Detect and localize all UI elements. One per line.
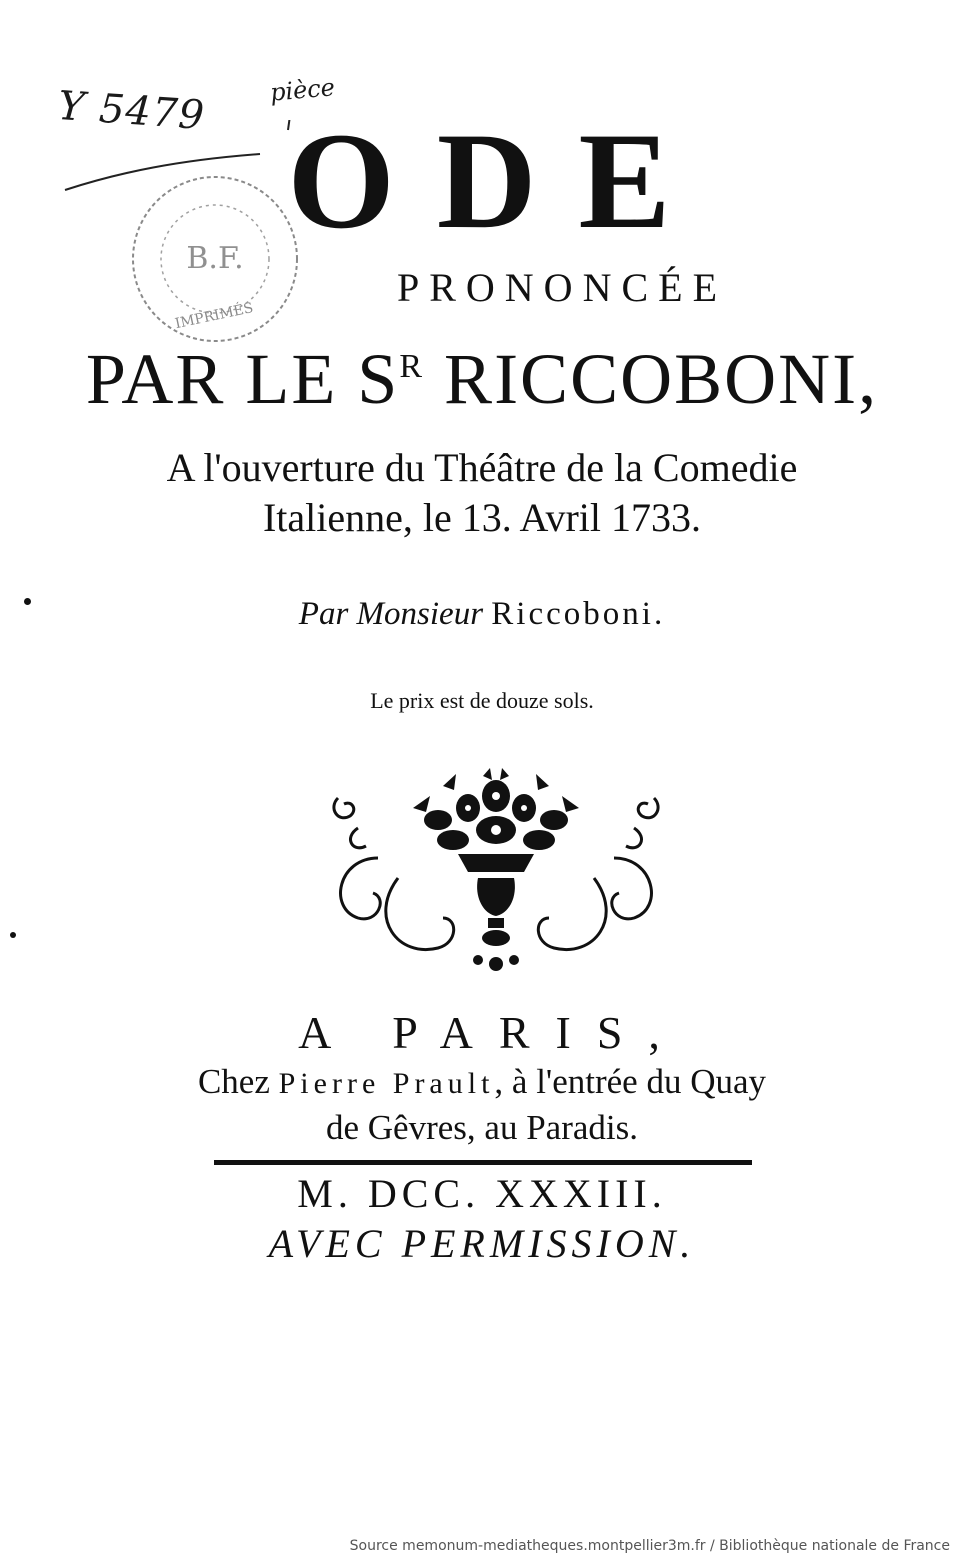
stamp-center-text: B.F. bbox=[186, 241, 244, 276]
imprint-city: A PARIS, bbox=[298, 1007, 686, 1058]
imprint-address-2: de Gêvres, au Paradis. bbox=[326, 1108, 638, 1147]
imprint-chez: Chez bbox=[197, 1062, 270, 1101]
riccoboni-name: RICCOBONI, bbox=[424, 339, 879, 419]
handwritten-piece-note: pièce bbox=[268, 73, 336, 107]
occasion-line-1: A l'ouverture du Théâtre de la Comedie bbox=[166, 445, 798, 490]
ink-speck bbox=[10, 932, 16, 938]
author-name: Riccoboni. bbox=[491, 596, 666, 632]
sr-superscript: R bbox=[399, 348, 425, 385]
stamp-bottom-text: IMPRIMÉS bbox=[173, 299, 255, 333]
source-attribution: Source memonum-mediatheques.montpellier3m.fr / Bibliothèque nationale de France bbox=[349, 1538, 950, 1554]
occasion-line-2: Italienne, le 13. Avril 1733. bbox=[262, 495, 702, 540]
imprint-printer-line bbox=[0, 1062, 964, 1102]
par-le-text: PAR LE S bbox=[85, 339, 400, 419]
title-ode: ODE bbox=[287, 104, 713, 257]
title-par-le-riccoboni bbox=[0, 338, 964, 421]
horizontal-rule bbox=[214, 1160, 752, 1165]
ink-speck bbox=[24, 598, 31, 605]
author-line bbox=[0, 596, 964, 633]
price-line: Le prix est de douze sols. bbox=[370, 688, 594, 713]
title-prononcee: PRONONCÉE bbox=[396, 265, 728, 310]
imprint-address-1: , à l'entrée du Quay bbox=[494, 1062, 767, 1101]
avec-permission: AVEC PERMISSION. bbox=[268, 1221, 696, 1266]
publication-date: M. DCC. XXXIII. bbox=[297, 1171, 667, 1216]
flower-basket-ornament bbox=[318, 768, 674, 974]
handwritten-shelfmark: Y 5479 bbox=[56, 82, 207, 140]
imprint-printer-name: Pierre Prault bbox=[278, 1067, 495, 1100]
author-par-monsieur: Par Monsieur bbox=[298, 596, 484, 632]
